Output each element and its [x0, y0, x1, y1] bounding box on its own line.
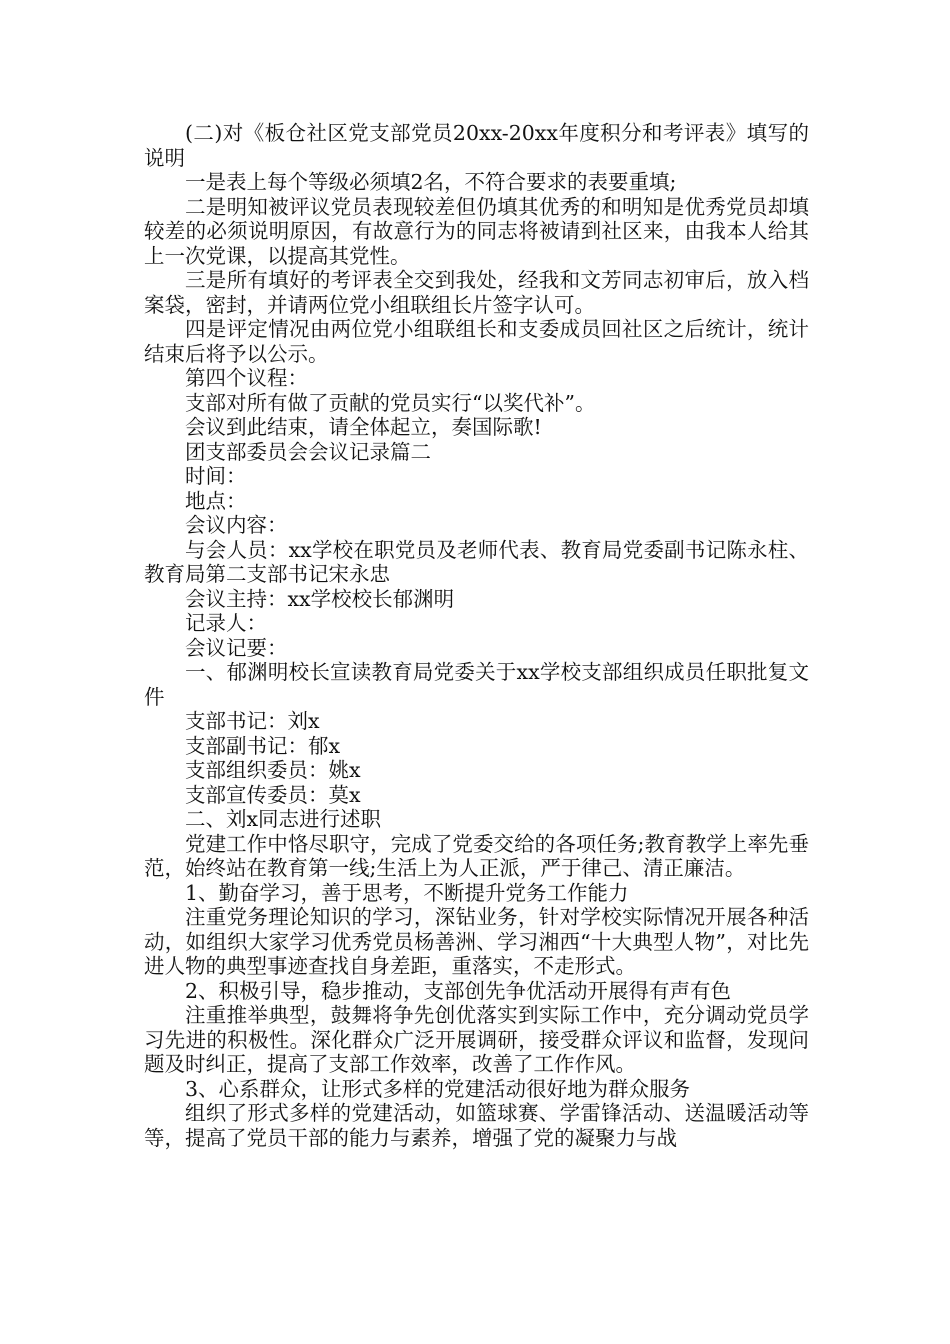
paragraph: 注重推举典型，鼓舞将争先创优落实到实际工作中，充分调动党员学习先进的积极性。深化群众广泛开展调研，接受群众评议和监督，发现问题及时纠正，提高了支部工作效率，改善了工作作风。 — [144, 1003, 809, 1076]
paragraph: 一、郁渊明校长宣读教育局党委关于xx学校支部组织成员任职批复文件 — [144, 660, 809, 709]
paragraph: 2、积极引导，稳步推动，支部创先争优活动开展得有声有色 — [185, 978, 732, 1003]
paragraph: 时间： — [185, 464, 247, 488]
paragraph: 第四个议程： — [185, 366, 308, 390]
paragraph: 注重党务理论知识的学习，深钻业务，针对学校实际情况开展各种活动，如组织大家学习优秀党员杨善洲、学习湘西“十大典型人物”，对比先进人物的典型事迹查找自身差距，重落实，不走形式。 — [144, 905, 809, 978]
paragraph: 会议记要： — [185, 635, 288, 660]
paragraph: 会议到此结束，请全体起立，奏国际歌! — [185, 415, 542, 439]
paragraph: 支部书记：刘x — [185, 709, 320, 733]
paragraph: 二、刘x同志进行述职 — [185, 807, 382, 831]
document-page — [144, 121, 809, 1150]
paragraph: 二是明知被评议党员表现较差但仍填其优秀的和明知是优秀党员却填较差的必须说明原因，有故意行为的同志将被请到社区来，由我本人给其上一次党课，以提高其党性。 — [144, 194, 809, 268]
paragraph: 会议主持：xx学校校长郁渊明 — [185, 586, 455, 611]
paragraph: 四是评定情况由两位党小组联组长和支委成员回社区之后统计，统计结束后将予以公示。 — [144, 317, 809, 366]
paragraph: 支部对所有做了贡献的党员实行“以奖代补”。 — [185, 390, 596, 415]
section-title: 团支部委员会会议记录篇二 — [185, 439, 431, 464]
paragraph: 支部宣传委员：莫x — [185, 782, 361, 807]
paragraph: 与会人员：xx学校在职党员及老师代表、教育局党委副书记陈永柱、教育局第二支部书记宋永忠 — [144, 537, 809, 586]
paragraph: 三是所有填好的考评表全交到我处，经我和文芳同志初审后，放入档案袋，密封，并请两位党小组联组长片签字认可。 — [144, 268, 809, 317]
paragraph: 3、心系群众，让形式多样的党建活动很好地为群众服务 — [185, 1076, 691, 1101]
paragraph: 支部副书记：郁x — [185, 733, 341, 758]
paragraph: 1、勤奋学习，善于思考，不断提升党务工作能力 — [185, 880, 629, 905]
paragraph: 支部组织委员：姚x — [185, 758, 361, 782]
paragraph: (二)对《板仓社区党支部党员20xx-20xx年度积分和考评表》填写的说明 — [144, 121, 809, 170]
paragraph: 一是表上每个等级必须填2名，不符合要求的表要重填; — [185, 170, 677, 194]
paragraph: 会议内容： — [185, 513, 288, 537]
paragraph: 记录人： — [185, 611, 267, 635]
paragraph: 党建工作中恪尽职守，完成了党委交给的各项任务;教育教学上率先垂范，始终站在教育第一线;生活上为人正派，严于律己、清正廉洁。 — [144, 831, 809, 880]
paragraph: 地点： — [185, 488, 247, 513]
paragraph: 组织了形式多样的党建活动，如篮球赛、学雷锋活动、送温暖活动等等，提高了党员干部的能力与素养，增强了党的凝聚力与战 — [144, 1101, 809, 1150]
